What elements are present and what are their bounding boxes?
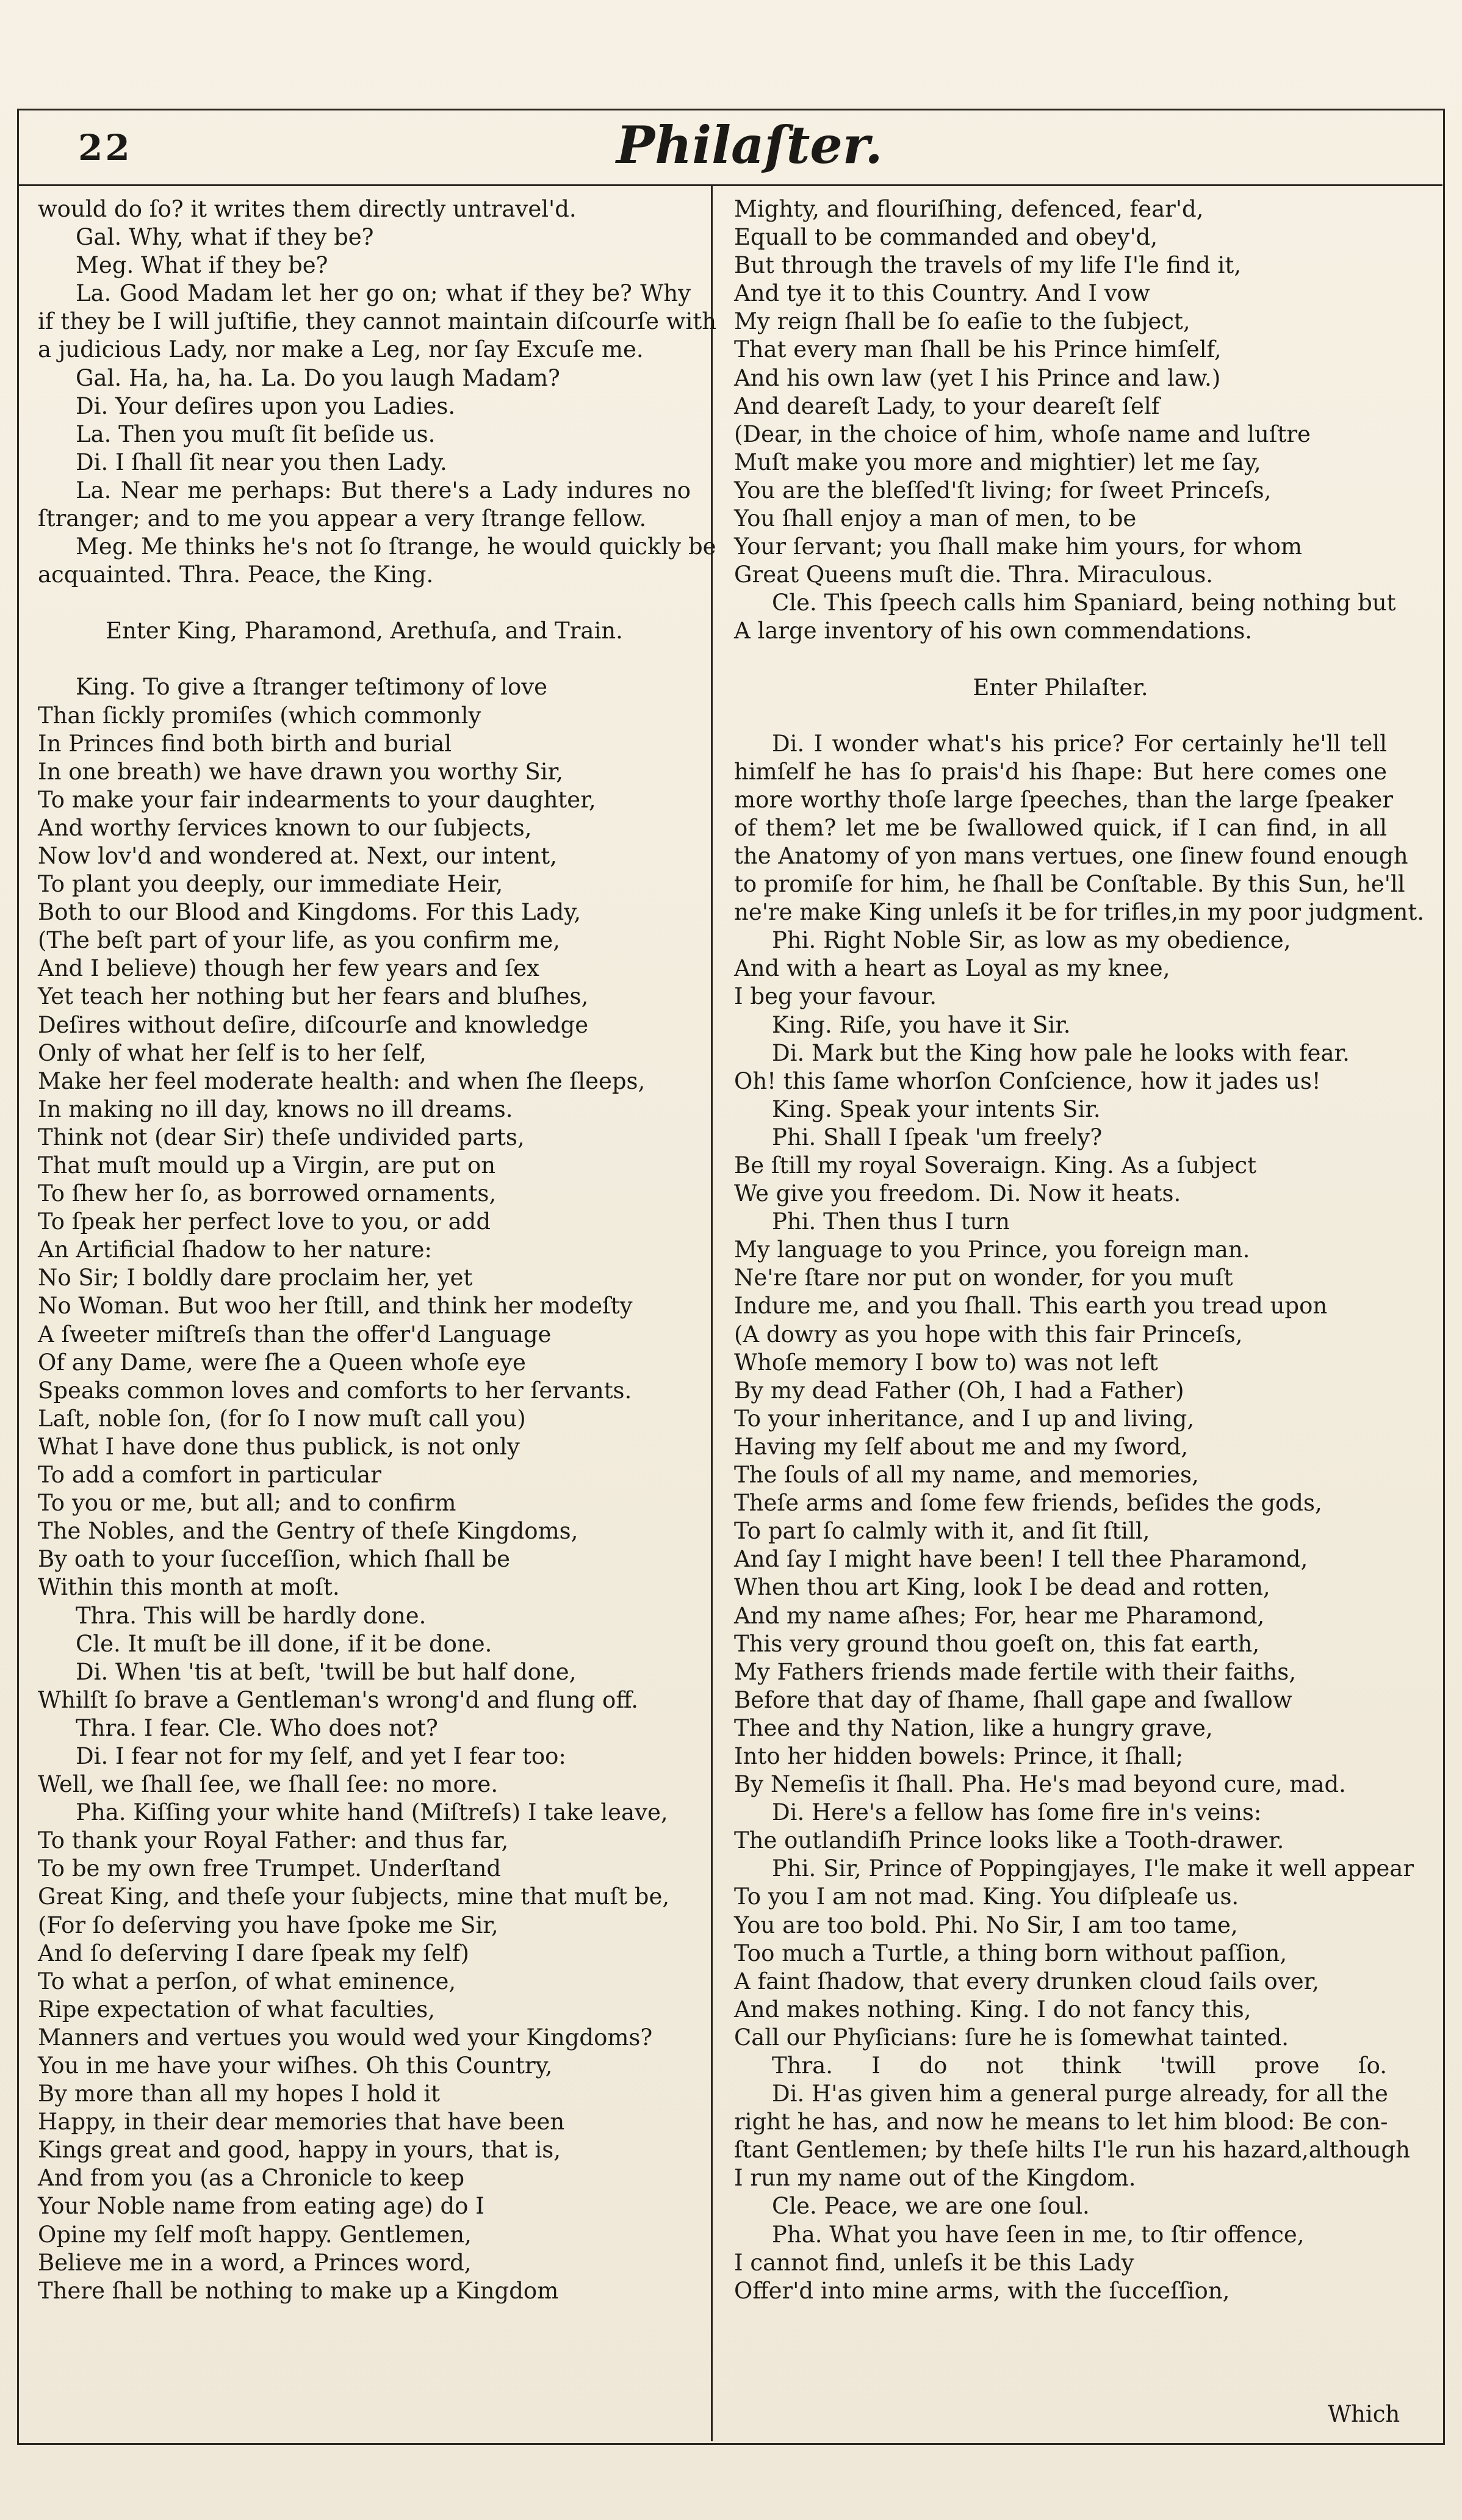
text-line: You ſhall enjoy a man of men, to be xyxy=(734,505,1137,532)
text-line: Thee and thy Nation, like a hungry grave, xyxy=(734,1714,1213,1741)
text-line: (For ſo deſerving you have ſpoke me Sir, xyxy=(38,1912,499,1938)
text-line: The Nobles, and the Gentry of theſe Kingdoms, xyxy=(38,1518,578,1545)
speech-line: Di. Here's a fellow has ſome fire in's veins: xyxy=(772,1799,1262,1826)
speech-line: King. Riſe, you have it Sir. xyxy=(772,1011,1071,1038)
page-number: 22 xyxy=(78,127,132,168)
text-line: Laſt, noble ſon, (for ſo I now muſt call you) xyxy=(38,1405,526,1432)
text-line: To you or me, but all; and to confirm xyxy=(38,1490,456,1517)
text-line: And from you (as a Chronicle to keep xyxy=(38,2165,465,2192)
text-line: Kings great and good, happy in yours, that is, xyxy=(38,2137,561,2164)
text-line: When thou art King, look I be dead and rotten, xyxy=(734,1574,1270,1601)
text-line: I cannot find, unleſs it be this Lady xyxy=(734,2249,1134,2276)
text-line: Ne're ſtare nor put on wonder, for you muſt xyxy=(734,1265,1233,1291)
text-line: acquainted. Thra. Peace, the King. xyxy=(38,561,434,588)
speech-line: Thra. I fear. Cle. Who does not? xyxy=(76,1714,438,1741)
text-line: To make your fair indearments to your daughter, xyxy=(38,786,596,813)
text-line: But through the travels of my life I'le find it, xyxy=(734,252,1241,279)
text-line: To thank your Royal Father: and thus far, xyxy=(38,1827,509,1854)
speech-line: Phi. Right Noble Sir, as low as my obedience, xyxy=(772,927,1291,954)
text-line: And deareſt Lady, to your deareſt ſelf xyxy=(734,392,1160,419)
text-line: (The beſt part of your life, as you confirm me, xyxy=(38,927,560,954)
text-line: Muſt make you more and mightier) let me ſay, xyxy=(734,449,1261,475)
text-line: To add a comfort in particular xyxy=(38,1462,381,1489)
speech-line: Di. I ſhall ſit near you then Lady. xyxy=(76,449,447,475)
text-line: My language to you Prince, you foreign man. xyxy=(734,1237,1250,1263)
text-line xyxy=(734,702,1387,730)
text-line: By more than all my hopes I hold it xyxy=(38,2081,441,2107)
text-line: right he has, and now he means to let him blood: Be con- xyxy=(734,2109,1388,2136)
text-line: A large inventory of his own commendations. xyxy=(734,618,1253,644)
text-line: And makes nothing. King. I do not fancy this, xyxy=(734,1996,1251,2023)
speech-line: Di. Mark but the King how pale he looks with fear. xyxy=(772,1039,1350,1066)
text-line: more worthy thoſe large ſpeeches, than the large ſpeaker xyxy=(734,786,1394,813)
text-line: By Nemeſis it ſhall. Pha. He's mad beyond cure, mad. xyxy=(734,1771,1346,1798)
text-line: In one breath) we have drawn you worthy Sir, xyxy=(38,758,563,785)
text-line xyxy=(38,589,691,617)
text-line: Offer'd into mine arms, with the ſucceſſion, xyxy=(734,2277,1230,2304)
speech-line: Di. I fear not for my ſelf, and yet I fear too: xyxy=(76,1742,566,1769)
text-line: To you I am not mad. King. You diſpleaſe us. xyxy=(734,1883,1239,1910)
text-line: And my name aſhes; For, hear me Pharamond, xyxy=(734,1602,1265,1629)
header-rule xyxy=(17,184,1442,186)
text-line: I beg your favour. xyxy=(734,983,937,1010)
text-line: Speaks common loves and comforts to her ſervants. xyxy=(38,1377,632,1404)
text-line: Now lov'd and wondered at. Next, our intent, xyxy=(38,842,557,869)
text-line: There ſhall be nothing to make up a Kingdom xyxy=(38,2277,559,2304)
text-line: That muſt mould up a Virgin, are put on xyxy=(38,1152,496,1179)
text-line: You in me have your wiſhes. Oh this Country, xyxy=(38,2052,553,2079)
text-line: Opine my ſelf moſt happy. Gentlemen, xyxy=(38,2221,472,2248)
speech-line: Thra. This will be hardly done. xyxy=(76,1602,427,1629)
speech-line: Phi. Sir, Prince of Poppingjayes, I'le make it well appear xyxy=(772,1855,1414,1882)
text-line: Whilſt ſo brave a Gentleman's wrong'd and flung off. xyxy=(38,1686,639,1713)
text-line: Call our Phyſicians: ſure he is ſomewhat tainted. xyxy=(734,2024,1289,2051)
text-line: My Fathers friends made fertile with their faiths, xyxy=(734,1658,1297,1685)
text-line: You are too bold. Phi. No Sir, I am too tame, xyxy=(734,1912,1238,1938)
stage-direction: Enter King, Pharamond, Arethuſa, and Train. xyxy=(106,618,623,644)
text-line: Ripe expectation of what faculties, xyxy=(38,1996,436,2023)
text-line: ne're make King unleſs it be for trifles,in my poor judgment. xyxy=(734,899,1424,926)
column-divider xyxy=(711,184,713,2441)
text-line: Happy, in their dear memories that have been xyxy=(38,2109,565,2136)
speech-line: Di. Your deſires upon you Ladies. xyxy=(76,392,456,419)
text-line: A ſweeter miſtreſs than the offer'd Language xyxy=(38,1321,552,1348)
speech-line: Meg. Me thinks he's not ſo ſtrange, he would quickly be xyxy=(76,533,716,560)
text-line: No Woman. But woo her ſtill, and think her modeſty xyxy=(38,1293,633,1320)
stage-direction: Enter Philaſter. xyxy=(973,674,1148,701)
text-line: And ſay I might have been! I tell thee Pharamond, xyxy=(734,1546,1308,1573)
text-line: himſelf he has ſo prais'd his ſhape: But here comes one xyxy=(734,758,1387,785)
left-column xyxy=(38,195,717,2305)
speech-line: Thra. I do not think 'twill prove ſo. xyxy=(772,2052,1387,2079)
speech-line: Di. I wonder what's his price? For certainly he'll tell xyxy=(772,730,1387,757)
right-column xyxy=(734,195,1424,2305)
text-line xyxy=(734,646,1387,674)
text-line: You are the bleſſed'ſt living; for ſweet Princeſs, xyxy=(734,477,1272,504)
text-line: No Sir; I boldly dare proclaim her, yet xyxy=(38,1265,473,1291)
speech-line: Gal. Why, what if they be? xyxy=(76,224,374,251)
text-line: To ſhew her ſo, as borrowed ornaments, xyxy=(38,1180,497,1207)
text-line: To be my own free Trumpet. Underſtand xyxy=(38,1855,502,1882)
text-line: To what a perſon, of what eminence, xyxy=(38,1968,456,1995)
speech-line: Phi. Then thus I turn xyxy=(772,1208,1010,1235)
text-line: An Artificial ſhadow to her nature: xyxy=(38,1237,433,1263)
text-line: Great Queens muſt die. Thra. Miraculous. xyxy=(734,561,1214,588)
text-line: This very ground thou goeſt on, this fat earth, xyxy=(734,1630,1260,1657)
text-line: By oath to your ſucceſſion, which ſhall be xyxy=(38,1546,510,1573)
text-line: Deſires without deſire, diſcourſe and knowledge xyxy=(38,1011,589,1038)
text-line: Both to our Blood and Kingdoms. For this Lady, xyxy=(38,899,582,926)
text-line: To part ſo calmly with it, and ſit ſtill, xyxy=(734,1518,1150,1545)
speech-line: Phi. Shall I ſpeak 'um freely? xyxy=(772,1124,1103,1150)
text-line: My reign ſhall be ſo eaſie to the ſubject, xyxy=(734,308,1190,335)
text-line: The outlandiſh Prince looks like a Tooth-drawer. xyxy=(734,1827,1284,1854)
speech-line: Pha. Kiſſing your white hand (Miſtreſs) I take leave, xyxy=(76,1799,668,1826)
speech-line: La. Near me perhaps: But there's a Lady indures no xyxy=(76,477,691,504)
text-line: (Dear, in the choice of him, whoſe name and luſtre xyxy=(734,421,1311,447)
text-line xyxy=(38,645,691,673)
text-line: Into her hidden bowels: Prince, it ſhall; xyxy=(734,1742,1184,1769)
text-line: And worthy ſervices known to our ſubjects, xyxy=(38,814,532,841)
text-line: A faint ſhadow, that every drunken cloud ſails over, xyxy=(734,1968,1319,1995)
speech-line: Pha. What you have ſeen in me, to ſtir offence, xyxy=(772,2221,1305,2248)
text-line: To your inheritance, and I up and living, xyxy=(734,1405,1195,1432)
text-line: Be ſtill my royal Soveraign. King. As a ſubject xyxy=(734,1152,1256,1179)
text-line: Only of what her ſelf is to her ſelf, xyxy=(38,1039,427,1066)
speech-line: Meg. What if they be? xyxy=(76,252,328,279)
text-line: In Princes find both birth and burial xyxy=(38,730,452,757)
speech-line: King. Speak your intents Sir. xyxy=(772,1096,1101,1122)
catchword: Which xyxy=(1328,2401,1400,2427)
text-line: To plant you deeply, our immediate Heir, xyxy=(38,871,503,898)
text-line: would do ſo? it writes them directly untravel'd. xyxy=(38,196,577,222)
text-line: if they be I will juſtifie, they cannot maintain diſcourſe with xyxy=(38,308,717,335)
text-line: Mighty, and flouriſhing, defenced, fear'd, xyxy=(734,196,1204,222)
speech-line: Cle. It muſt be ill done, if it be done. xyxy=(76,1630,492,1657)
speech-line: King. To give a ſtranger teſtimony of love xyxy=(76,674,548,701)
text-line: The ſouls of all my name, and memories, xyxy=(734,1462,1199,1489)
text-line: In making no ill day, knows no ill dreams. xyxy=(38,1096,513,1122)
text-line: Yet teach her nothing but her fears and bluſhes, xyxy=(38,983,589,1010)
text-line: to promiſe for him, he ſhall be Conſtable. By this Sun, he'll xyxy=(734,871,1405,898)
text-line: the Anatomy of yon mans vertues, one ſinew found enough xyxy=(734,842,1408,869)
text-line: (A dowry as you hope with this fair Princeſs, xyxy=(734,1321,1243,1348)
text-line: Manners and vertues you would wed your Kingdoms? xyxy=(38,2024,653,2051)
text-line: And I believe) though her few years and ſex xyxy=(38,955,539,982)
text-line: Theſe arms and ſome few friends, beſides the gods, xyxy=(734,1490,1322,1517)
text-line: Think not (dear Sir) theſe undivided parts, xyxy=(38,1124,525,1150)
speech-line: Di. When 'tis at beſt, 'twill be but half done, xyxy=(76,1658,577,1685)
text-line: ſtant Gentlemen; by theſe hilts I'le run his hazard,although xyxy=(734,2137,1410,2164)
text-line: And ſo deſerving I dare ſpeak my ſelf) xyxy=(38,1940,469,1966)
text-line: That every man ſhall be his Prince himſelf, xyxy=(734,336,1222,363)
text-line: What I have done thus publick, is not only xyxy=(38,1433,520,1460)
speech-line: Cle. This ſpeech calls him Spaniard, being nothing but xyxy=(772,590,1396,616)
text-line: a judicious Lady, nor make a Leg, nor ſay Excuſe me. xyxy=(38,336,644,363)
text-line: Your ſervant; you ſhall make him yours, for whom xyxy=(734,533,1302,560)
text-line: And with a heart as Loyal as my knee, xyxy=(734,955,1170,982)
speech-line: Di. H'as given him a general purge already, for all the xyxy=(772,2081,1388,2107)
text-line: Well, we ſhall ſee, we ſhall ſee: no more. xyxy=(38,1771,499,1798)
running-title: Philaſter. xyxy=(616,115,883,175)
text-line: Too much a Turtle, a thing born without paſſion, xyxy=(734,1940,1287,1966)
text-line: And his own law (yet I his Prince and law.) xyxy=(734,364,1221,391)
text-line: Make her feel moderate health: and when ſhe ſleeps, xyxy=(38,1067,646,1094)
speech-line: La. Then you muſt ſit beſide us. xyxy=(76,421,436,447)
text-line: Of any Dame, were ſhe a Queen whoſe eye xyxy=(38,1349,526,1376)
text-line: Within this month at moſt. xyxy=(38,1574,340,1601)
text-line: Before that day of ſhame, ſhall gape and ſwallow xyxy=(734,1686,1292,1713)
text-line: Equall to be commanded and obey'd, xyxy=(734,224,1158,251)
text-line: Having my ſelf about me and my ſword, xyxy=(734,1433,1189,1460)
text-line: Believe me in a word, a Princes word, xyxy=(38,2249,472,2276)
text-line: To ſpeak her perfect love to you, or add xyxy=(38,1208,491,1235)
text-line: Whoſe memory I bow to) was not left xyxy=(734,1349,1158,1376)
text-line: ſtranger; and to me you appear a very ſtrange fellow. xyxy=(38,505,647,532)
text-line: of them? let me be ſwallowed quick, if I can find, in all xyxy=(734,814,1387,841)
speech-line: La. Good Madam let her go on; what if they be? Why xyxy=(76,280,691,307)
text-line: Indure me, and you ſhall. This earth you tread upon xyxy=(734,1293,1328,1320)
text-line: Your Noble name from eating age) do I xyxy=(38,2193,484,2220)
text-line: Oh! this ſame whorſon Conſcience, how it jades us! xyxy=(734,1067,1321,1094)
text-line: Great King, and theſe your ſubjects, mine that muſt be, xyxy=(38,1883,670,1910)
speech-line: Cle. Peace, we are one ſoul. xyxy=(772,2193,1090,2220)
speech-line: Gal. Ha, ha, ha. La. Do you laugh Madam? xyxy=(76,364,560,391)
text-line: We give you freedom. Di. Now it heats. xyxy=(734,1180,1181,1207)
text-line: I run my name out of the Kingdom. xyxy=(734,2165,1136,2192)
text-line: And tye it to this Country. And I vow xyxy=(734,280,1150,307)
text-line: By my dead Father (Oh, I had a Father) xyxy=(734,1377,1184,1404)
text-line: Than ſickly promiſes (which commonly xyxy=(38,702,481,729)
